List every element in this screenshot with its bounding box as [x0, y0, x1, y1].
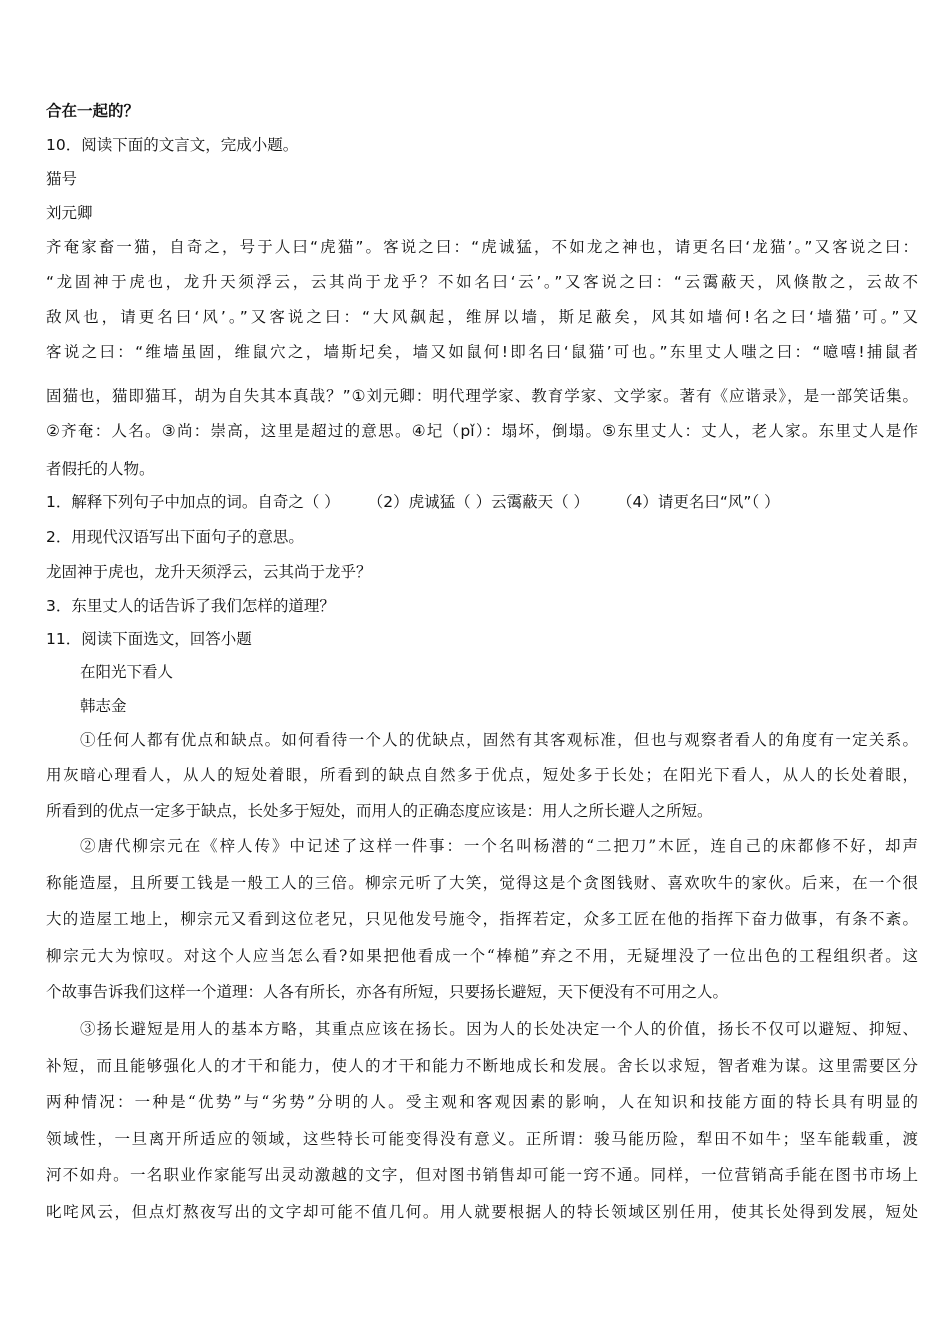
essay-paragraph-line: 个故事告诉我们这样一个道理：人各有所长，亦各有所短，只要扬长避短，天下便没有不可用之人。	[46, 983, 729, 1001]
essay-author: 韩志金	[80, 697, 127, 715]
essay-paragraph-line: 大的造屋工地上，柳宗元又看到这位老兄，只见他发号施令，指挥若定，众多工匠在他的指挥下奋力做事，有条不紊。	[46, 910, 918, 928]
essay-paragraph-line: 两种情况：一种是“优势”与“劣势”分明的人。受主观和客观因素的影响，人在知识和技能方面的特长具有明显的	[46, 1093, 918, 1111]
essay-paragraph-line: 所看到的优点一定多于缺点，长处多于短处，而用人的正确态度应该是：用人之所长避人之所短。	[46, 802, 713, 820]
essay-paragraph-line: 叱咤风云，但点灯熬夜写出的文字却可能不值几何。用人就要根据人的特长领域区别任用，使其长处得到发展，短处	[46, 1203, 918, 1221]
essay-paragraph-line: ②唐代柳宗元在《梓人传》中记述了这样一件事：一个名叫杨潜的“二把刀”木匠，连自己的床都修不好，却声	[80, 837, 918, 855]
subquestion-1-part-c: （4）请更名曰“风”（ ）	[617, 493, 780, 511]
question-tail-line: 合在一起的？	[46, 102, 140, 120]
classical-text-line: “龙固神于虎也，龙升天须浮云，云其尚于龙乎？不如名曰‘云’。”又客说之曰：“云霭蔽天，风倏散之，云故不	[46, 273, 918, 291]
essay-title: 在阳光下看人	[80, 663, 174, 681]
classical-text-notes: 者假托的人物。	[46, 460, 155, 478]
essay-paragraph-line: 领域性，一旦离开所适应的领域，这些特长可能变得没有意义。正所谓：骏马能历险，犁田不如牛；坚车能载重，渡	[46, 1130, 918, 1148]
subquestion-1	[46, 492, 918, 512]
essay-paragraph-line: ③扬长避短是用人的基本方略，其重点应该在扬长。因为人的长处决定一个人的价值，扬长不仅可以避短、抑短、	[80, 1020, 918, 1038]
classical-text-line: 固猫也，猫即猫耳，胡为自失其本真哉？”①刘元卿：明代理学家、教育学家、文学家。著有《应谐录》，是一部笑话集。	[46, 387, 918, 405]
classical-text-notes: ②齐奄：人名。③尚：崇高，这里是超过的意思。④圮（pǐ）：塌坏，倒塌。⑤东里丈人：丈人，老人家。东里丈人是作	[46, 422, 918, 440]
classical-text-author: 刘元卿	[46, 204, 93, 222]
classical-text-title: 猫号	[46, 170, 78, 188]
essay-paragraph-line: 补短，而且能够强化人的才干和能力，使人的才干和能力不断地成长和发展。舍长以求短，智者难为谋。这里需要区分	[46, 1057, 918, 1075]
subquestion-1-part-a: 1．解释下列句子中加点的词。自奇之（ ）	[46, 493, 340, 511]
subquestion-1-part-b: （2）虎诚猛（ ）云霭蔽天（ ）	[367, 493, 590, 511]
essay-paragraph-line: 柳宗元大为惊叹。对这个人应当怎么看?如果把他看成一个“棒槌”弃之不用，无疑埋没了一位出色的工程组织者。这	[46, 947, 918, 965]
question-11-heading: 11．阅读下面选文，回答小题	[46, 630, 252, 648]
question-10-heading: 10．阅读下面的文言文，完成小题。	[46, 136, 299, 154]
essay-paragraph-line: ①任何人都有优点和缺点。如何看待一个人的优缺点，固然有其客观标准，但也与观察者看人的角度有一定关系。	[80, 731, 918, 749]
subquestion-2-sentence: 龙固神于虎也，龙升天须浮云，云其尚于龙乎？	[46, 563, 372, 581]
subquestion-3: 3．东里丈人的话告诉了我们怎样的道理？	[46, 597, 335, 615]
classical-text-line: 敌风也，请更名曰‘风’。”又客说之曰：“大风飙起，维屏以墙，斯足蔽矣，风其如墙何!名之曰‘墙猫’可。”又	[46, 308, 918, 326]
classical-text-line: 客说之曰：“维墙虽固，维鼠穴之，墙斯圮矣，墙又如鼠何!即名曰‘鼠猫’可也。”东里丈人嗤之曰：“噫嘻!捕鼠者	[46, 343, 918, 361]
essay-paragraph-line: 用灰暗心理看人，从人的短处着眼，所看到的缺点自然多于优点，短处多于长处；在阳光下看人，从人的长处着眼，	[46, 766, 918, 784]
essay-paragraph-line: 河不如舟。一名职业作家能写出灵动激越的文字，但对图书销售却可能一窍不通。同样，一位营销高手能在图书市场上	[46, 1166, 918, 1184]
classical-text-line: 齐奄家畜一猫，自奇之，号于人曰“虎猫”。客说之曰：“虎诚猛，不如龙之神也，请更名曰‘龙猫’。”又客说之曰：	[46, 238, 918, 256]
subquestion-2: 2．用现代汉语写出下面句子的意思。	[46, 528, 304, 546]
essay-paragraph-line: 称能造屋，且所要工钱是一般工人的三倍。柳宗元听了大笑，觉得这是个贪图钱财、喜欢吹牛的家伙。后来，在一个很	[46, 874, 918, 892]
